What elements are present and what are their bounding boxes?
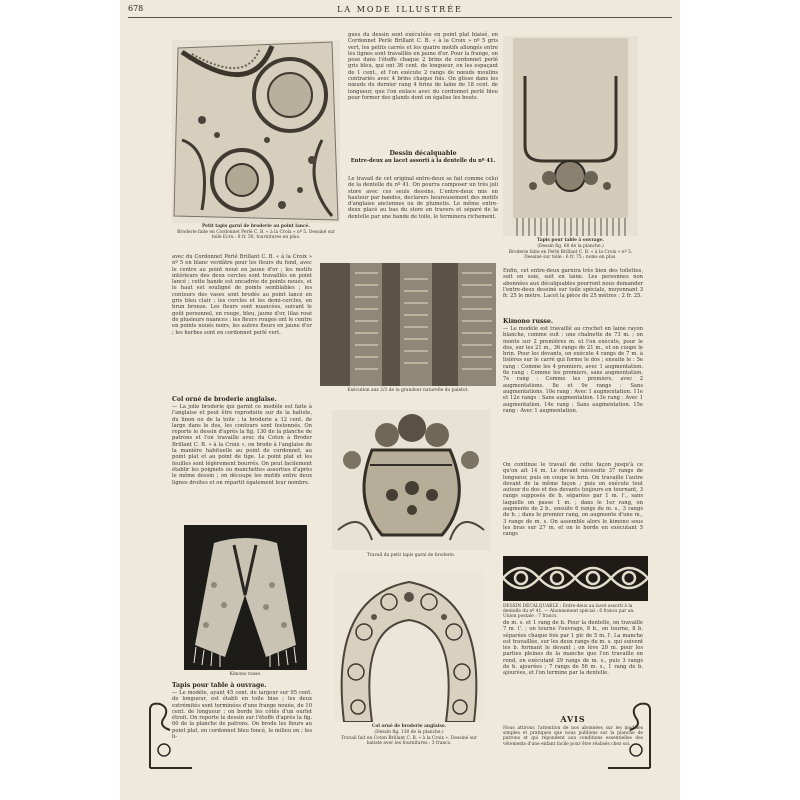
col-heading: Col orné de broderie anglaise. bbox=[172, 396, 277, 403]
caption-tablecloth-title: Petit tapis garni de broderie au point lancé. bbox=[201, 224, 310, 229]
embroidery-vase-photo bbox=[332, 410, 490, 550]
kimono-photo bbox=[184, 525, 307, 670]
article-text-col: — La jolie broderie qui garnit ce modèle est faite à l'anglaise et peut être reproduite sur de la batiste, du linon ou de la toile ; la broderie a 12 cent. de large dans le dos, les contours sont festonnés. On reporte le dessin d'après la fig. 130 de la planche de patrons et l'on travaille avec du Coton à Broder Brillant C. B. « à la Croix », on brode à l'anglaise de la manière habituelle au point de cordonnet, au point plat et au point de tige. Le point plat et les feuilles sont légèrement bourrés. On peut facilement établir les poignets ou manchettes assorties d'après le même dessin ; on découpe les motifs entre deux lignes droites et on répartit également leur nombre. bbox=[172, 404, 312, 486]
lace-insertion-photo bbox=[503, 556, 648, 601]
caption-collar-figure: (Dessin fig. 130 de la planche.) bbox=[374, 730, 444, 735]
caption-tapis-detail: Travail du petit tapis garni de broderie. bbox=[366, 553, 456, 558]
dessin-subheading: Entre-deux au lacet assorti à la dentelle du nº 41. bbox=[350, 158, 496, 164]
article-text-right-1: Enfin, cet entre-deux garnira très bien des toilettes, soit en soie, soit en laine. Les personnes non abonnées aux décalquables pourront nous demander l'entre-deux dessiné sur toile spéciale, moyennant 3 fr. 25 le mètre. Lacet la pièce de 25 mètres : 2 fr. 25. bbox=[503, 268, 643, 300]
article-text-tapis: — Le modèle, ayant 45 cent. de largeur sur 95 cent. de longueur, est établi en toile bise ; les deux extrémités sont terminées d'une frange nouée, de 10 cent. de longueur ; on borde les côtés d'un ourlet étroit. On reporte le dessin sur l'étoffe d'après la fig. 60 de la planche de patrons. On brode les fleurs au point plat, en cordonnet bleu foncé, le milieu en ; les li- bbox=[172, 690, 312, 741]
running-head: LA MODE ILLUSTRÉE bbox=[337, 5, 463, 14]
caption-tablecloth-detail: Broderie faite en Cordonnet Perlé C. B. « à la Croix » nº 5. Dessiné sur toile Ecru : 8 fr. 50, fournitures en plus. bbox=[177, 230, 335, 241]
table-runner-photo bbox=[503, 36, 638, 236]
knitting-detail-photo bbox=[320, 263, 496, 386]
caption-knitting: Exécution aux 2/3 de la grandeur naturelle du paletot. bbox=[347, 388, 469, 393]
article-text-kimono: — Le modèle est travaillé au crochet en laine rayon blanche, comme suit : une chaînette de 73 m. ; on monte sur 2 premières m. et l'on exécute, pour le dos, sur les 21 m., 36 rangs de 21 m., et on coupe le brin. Pour les devants, on exécute 4 rangs de 7 m. à lisières sur le carré qui forme le dos ; ensuite le : 5e rang : Comme les 4 premiers, avec 1 augmentation. 6e rang : Comme les premiers, sans augmentation. 7e rang : Comme les premiers, avec 2 augmentations. 8e et 9e rangs : Sans augmentations. 10e rang : Avec 1 augmentation. 11e et 12e rangs : Sans augmentation. 13e rang : Avec 1 augmentation. 14e rang : Sans augmentation. 15e rang : Avec 1 augmentation. bbox=[503, 326, 643, 414]
article-text-right-2: On continue le travail de cette façon jusqu'à ce qu'on ait 14 m. Le devant nécessite 37 rangs de longueur, puis on coupe le brin. On travaille l'autre devant de la même façon ; puis on exécute tout autour du dos et des devants toujours en tournant, 3 rangs supposés de b. séparées par 1 m. l'., sans laquelle on passe 1 m. ; dans le 1er rang, on augmente de 2 b., ensuite 6 rangs de m. s., 3 rangs de b. ; dans le premier rang, on augmente d'une m., 3 rangs de m. s. On assemble alors le kimono sous les bras sur 27 m. et on le borde en exécutant 5 rangs bbox=[503, 462, 643, 538]
article-text-left-1: avec du Cordonnet Perlé Brillant C. B. « à la Croix » nº 5 en blanc verdâtre pour les fleurs du fond, avec le centre au point noué en jaune d'or ; les motifs intérieurs des deux cercles sont travaillés en point lancé ; cette bande est encadrée de points noués, et le haut est souligné de points semblables ; les contours des vases sont brodés au point lancé en gris bleu clair ; les cercles et les demi-cercles, en brun bronze. Les fleurs sont nuancées, suivant le goût personnel, en rouge, bleu, jaune d'or, lilas rosé de plusieurs nuances ; les fleurs rouges ont le centre en points noués noirs, les autres fleurs en jaune d'or ; les herbes sont en cordonnet perlé vert. bbox=[172, 254, 312, 336]
caption-dessin-decalquable: DESSIN DÉCALQUABLE : Entre-deux au lacet assorti à la dentelle du nº 41. — Abonnement spécial : 6 francs par an. Union postale : 7 francs. bbox=[503, 604, 635, 620]
caption-kimono: Kimono russe. bbox=[229, 672, 262, 677]
ornamental-corner-right bbox=[606, 700, 654, 770]
avis-text: Nous attirons l'attention de nos abonnées sur les modèles simples et pratiques que nous publions sur la planche de patrons et qui répondent aux conditions essentielles des vêtements d'une enfant facile pour être réalisés chez soi. bbox=[503, 726, 643, 747]
magazine-page bbox=[120, 0, 680, 800]
dessin-heading: Dessin décalquable bbox=[389, 150, 457, 157]
ornamental-corner-left bbox=[146, 700, 194, 770]
caption-runner-figure: (Dessin fig. 60 de la planche.) bbox=[537, 244, 604, 249]
caption-collar-detail: Travail fait en Coton Brillant C. B. « à la Croix ». Dessiné sur batiste avec les fournitures : 3 francs. bbox=[341, 736, 477, 747]
embroidered-tablecloth-photo bbox=[172, 40, 340, 223]
page-number: 678 bbox=[128, 4, 144, 13]
avis-heading: AVIS bbox=[560, 714, 586, 724]
kimono-heading: Kimono russe. bbox=[503, 318, 553, 325]
caption-runner-title: Tapis pour table à ouvrage. bbox=[537, 238, 604, 243]
lace-collar-photo bbox=[334, 572, 484, 722]
article-text-middle-top: gues du dessin sont exécutées en point plat biaisé, en Cordonnet Perlé Brillant C. B. « à la Croix » nº 5 gris vert, les petits carrés et les quatre motifs allongés entre les lignes sont travaillés en jaune d'or. Pour la frange, on pose dans l'étoffe chaque 2 brins de cordonnet perlé gris bleu, qui ont 36 cent. de longueur, en les espaçant de 1 cent., et l'on exécute 2 rangs de nœuds moulins contrariés avec 4 brins chaque fois. On glisse dans les nœuds du dernier rang 4 brins de laine de 18 cent. de longueur, que l'on enlace avec du cordonnet perlé bleu pour former des glands dont on égalise les bouts. bbox=[348, 32, 498, 101]
article-text-right-3: de m. s. et 1 rang de b. Pour la dentelle, on travaille 7 m. l'. ; on tourne l'ouvrage, 8 b., on tourne, 8 b. séparées chaque fois par 1 pic de 5 m. l'. La manche est travaillée, sur les deux rangs de m. s. qui suivent les b. formant le devant ; on lève 20 m. pour les parties pleines de la manche que l'on travaille en rond, en exécutant 29 rangs de m. s., puis 3 rangs de b. ajourées ; 7 rangs de 56 m. s., 1 rang de b. ajourées, et l'on termine par la dentelle. bbox=[503, 620, 643, 677]
tapis-heading: Tapis pour table à ouvrage. bbox=[172, 682, 267, 689]
header-rule bbox=[128, 17, 672, 18]
article-text-dessin: Le travail de cet original entre-deux se fait comme celui de la dentelle du nº 41. On pourra composer un très joli store avec ces seuls dessins. L'entre-deux mis en hauteur par bandes, declarers heureusement des motifs d'anglaise anciennes ou de plumetis. Le même entre-deux placé au bas du store en travers et séparé de la dentelle par une bande de toile, le terminera richement. bbox=[348, 176, 498, 220]
caption-collar-title: Col orné de broderie anglaise. bbox=[371, 724, 447, 729]
caption-runner-detail: Broderie faite en Perlé Brillant C. B. « à la Croix » nº 5. Dessiné sur toile : 6 fr. 75 ; noms en plus. bbox=[508, 250, 633, 261]
